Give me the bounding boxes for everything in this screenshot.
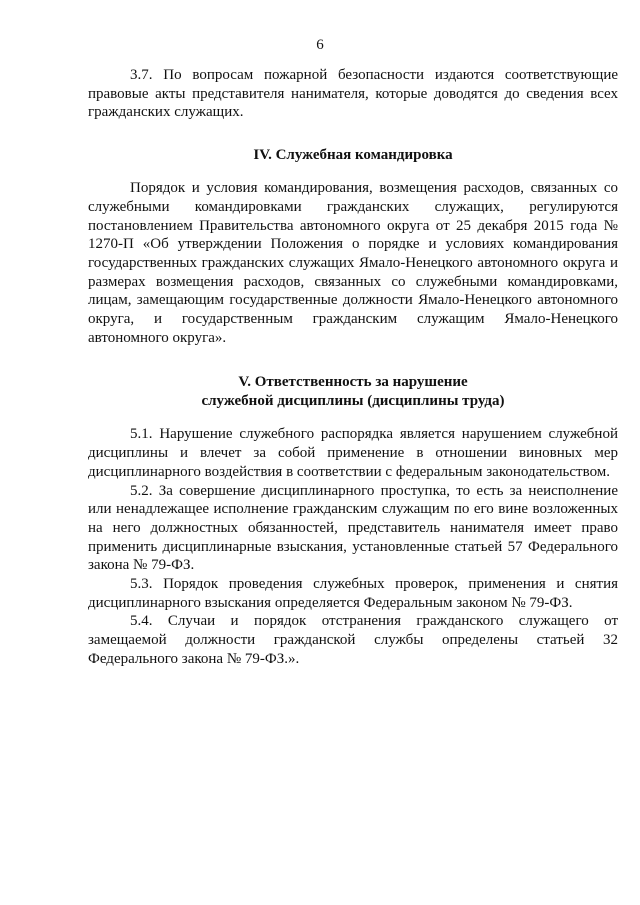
section-gap (88, 347, 618, 373)
section-heading-business-trip: IV. Служебная командировка (253, 147, 453, 164)
document-body (88, 66, 618, 669)
paragraph-3-7: 3.7. По вопросам пожарной безопасности издаются соответствующие правовые акты представителя нанимателя, которые доводятся до сведения всех гражданских служащих. (88, 67, 618, 121)
section-gap (88, 122, 618, 146)
section-heading-responsibility-line2: служебной дисциплины (дисциплины труда) (201, 393, 505, 410)
section-gap (88, 165, 618, 179)
paragraph-5-2: 5.2. За совершение дисциплинарного проступка, то есть за неисполнение или ненадлежащее исполнение гражданским служащим по его вине возложенных на него должностных обязанностей, представитель нанимателя имеет право применить дисциплинарные взыскания, установленные статьей 57 Федерального закона № 79-ФЗ. (88, 482, 618, 574)
paragraph-5-3: 5.3. Порядок проведения служебных проверок, применения и снятия дисциплинарного взыскания определяется Федеральным законом № 79-ФЗ. (88, 576, 618, 611)
paragraph-5-4: 5.4. Случаи и порядок отстранения гражданского служащего от замещаемой должности гражданской службы определены статьей 32 Федерального закона № 79-ФЗ.». (88, 613, 618, 667)
paragraph-5-1: 5.1. Нарушение служебного распорядка является нарушением служебной дисциплины и влечет за собой применение в отношении виновных мер дисциплинарного воздействия в соответствии с федеральным законодательством. (88, 426, 618, 480)
page-number: 6 (316, 37, 324, 53)
section-gap (88, 411, 618, 425)
paragraph-business-trip: Порядок и условия командирования, возмещения расходов, связанных со служебными командировками гражданских служащих, регулируются постановлением Правительства автономного округа от 25 декабря 2015 года № 1270-П «Об утверждении Положения о порядке и условиях командирования государственных гражданских служащих Ямало-Ненецкого автономного округа и размерах возмещения расходов, связанных со служебными командировками, лицам, замещающим государственные должности Ямало-Ненецкого автономного округа, и государственным гражданским служащим Ямало-Ненецкого автономного округа». (88, 180, 618, 346)
section-heading-responsibility-line1: V. Ответственность за нарушение (238, 374, 468, 391)
